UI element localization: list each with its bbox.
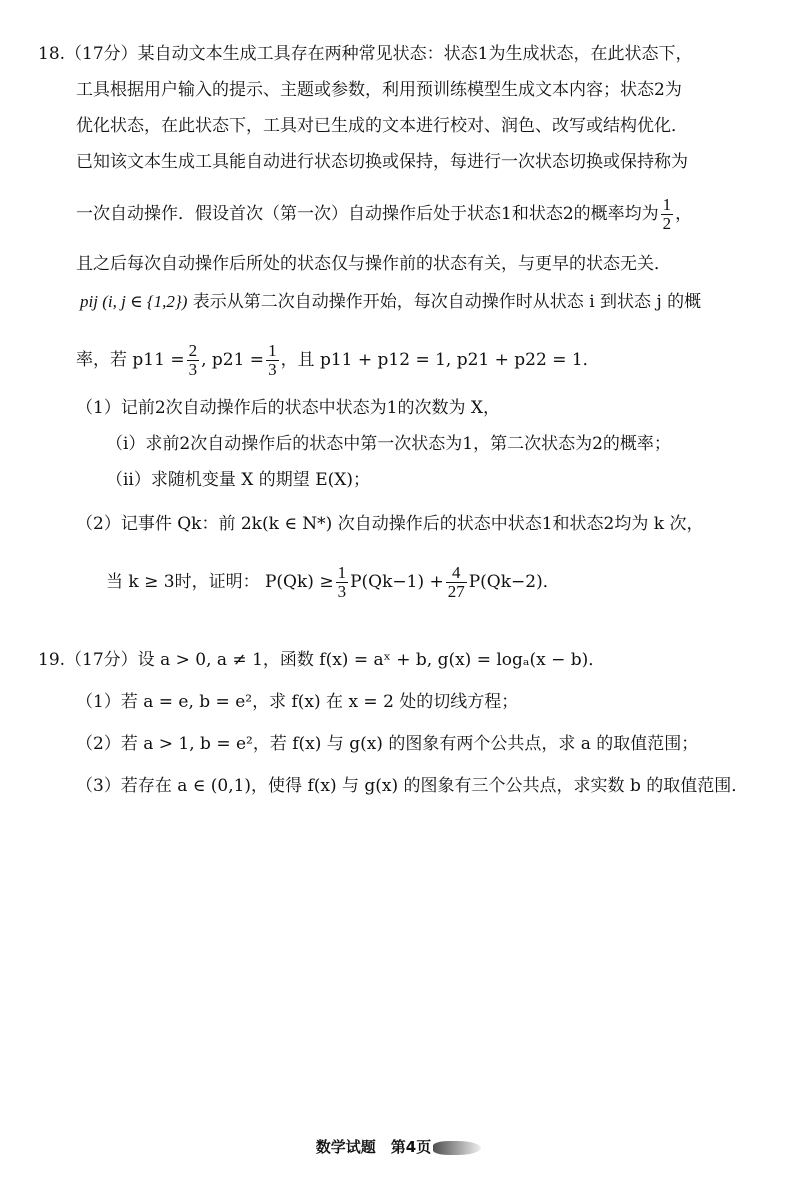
- q18-line-3: 优化状态，在此状态下，工具对已生成的文本进行校对、润色、改写或结构优化．: [76, 116, 688, 136]
- q18-part-1-ii: （ii）求随机变量 X 的期望 E(X)；: [106, 470, 370, 490]
- q18-part-1-i: （i）求前2次自动操作后的状态中第一次状态为1，第二次状态为2的概率；: [106, 434, 671, 454]
- q18-part-2: （2）记事件 Qk：前 2k(k ∈ N*) 次自动操作后的状态中状态1和状态2均为 k 次，: [76, 514, 704, 534]
- fraction-one-third: $\frac{1}{3}$: [268, 341, 277, 379]
- fraction-one-third-b: $\frac{1}{3}$: [337, 563, 347, 601]
- q18-line-6: 且之后每次自动操作后所处的状态仅与操作前的状态有关，与更早的状态无关．: [76, 254, 671, 274]
- q18-line-4: 已知该文本生成工具能自动进行状态切换或保持，每进行一次状态切换或保持称为: [76, 152, 688, 172]
- q19-part-3: （3）若存在 a ∈ (0,1)，使得 f(x) 与 g(x) 的图象有三个公共点，求实数 b 的取值范围．: [76, 776, 749, 796]
- q18-line-5-text: 一次自动操作．假设首次（第一次）自动操作后处于状态1和状态2的概率均为: [76, 204, 659, 224]
- q18-part-2-inequality: 当 k ≥ 3时，证明： P(Qk) ≥ $\frac{1}{3}$ P(Qk−1) + $\frac{4}{27}$ P(Qk−2)．: [106, 563, 560, 601]
- fraction-one-half: $\frac{1}{2}$: [662, 195, 672, 233]
- q19-part-1: （1）若 a = e, b = e²，求 f(x) 在 x = 2 处的切线方程；: [76, 692, 519, 712]
- footer-text: 数学试题 第4页: [315, 1138, 432, 1156]
- q18-line-8: 率，若 p11 = $\frac{2}{3}$ , p21 = $\frac{1}{3}$ ，且 p11 + p12 = 1, p21 + p22 = 1．: [76, 341, 600, 379]
- page-footer: [0, 1136, 797, 1157]
- fraction-four-27ths: $\frac{4}{27}$: [447, 563, 465, 601]
- q19-line-1: 19.（17分）设 a > 0, a ≠ 1，函数 f(x) = aˣ + b, g(x) = logₐ(x − b)．: [38, 650, 606, 670]
- ink-smudge: [433, 1141, 481, 1155]
- q18-line-1: 18.（17分）某自动文本生成工具存在两种常见状态：状态1为生成状态，在此状态下，: [38, 44, 693, 64]
- q18-line-5: 一次自动操作．假设首次（第一次）自动操作后处于状态1和状态2的概率均为 $\frac{1}{2}$ ，: [76, 195, 693, 233]
- q18-part-1: （1）记前2次自动操作后的状态中状态为1的次数为 X，: [76, 398, 500, 418]
- q18-line-7: pij (i, j ∈ {1,2}) 表示从第二次自动操作开始，每次自动操作时从状态 i 到状态 j 的概: [80, 292, 702, 312]
- q19-part-2: （2）若 a > 1, b = e²，若 f(x) 与 g(x) 的图象有两个公共点，求 a 的取值范围；: [76, 734, 699, 754]
- fraction-two-thirds: $\frac{2}{3}$: [188, 341, 198, 379]
- pij-definition: pij (i, j ∈ {1,2}): [80, 292, 188, 311]
- q18-line-2: 工具根据用户输入的提示、主题或参数，利用预训练模型生成文本内容；状态2为: [76, 80, 682, 100]
